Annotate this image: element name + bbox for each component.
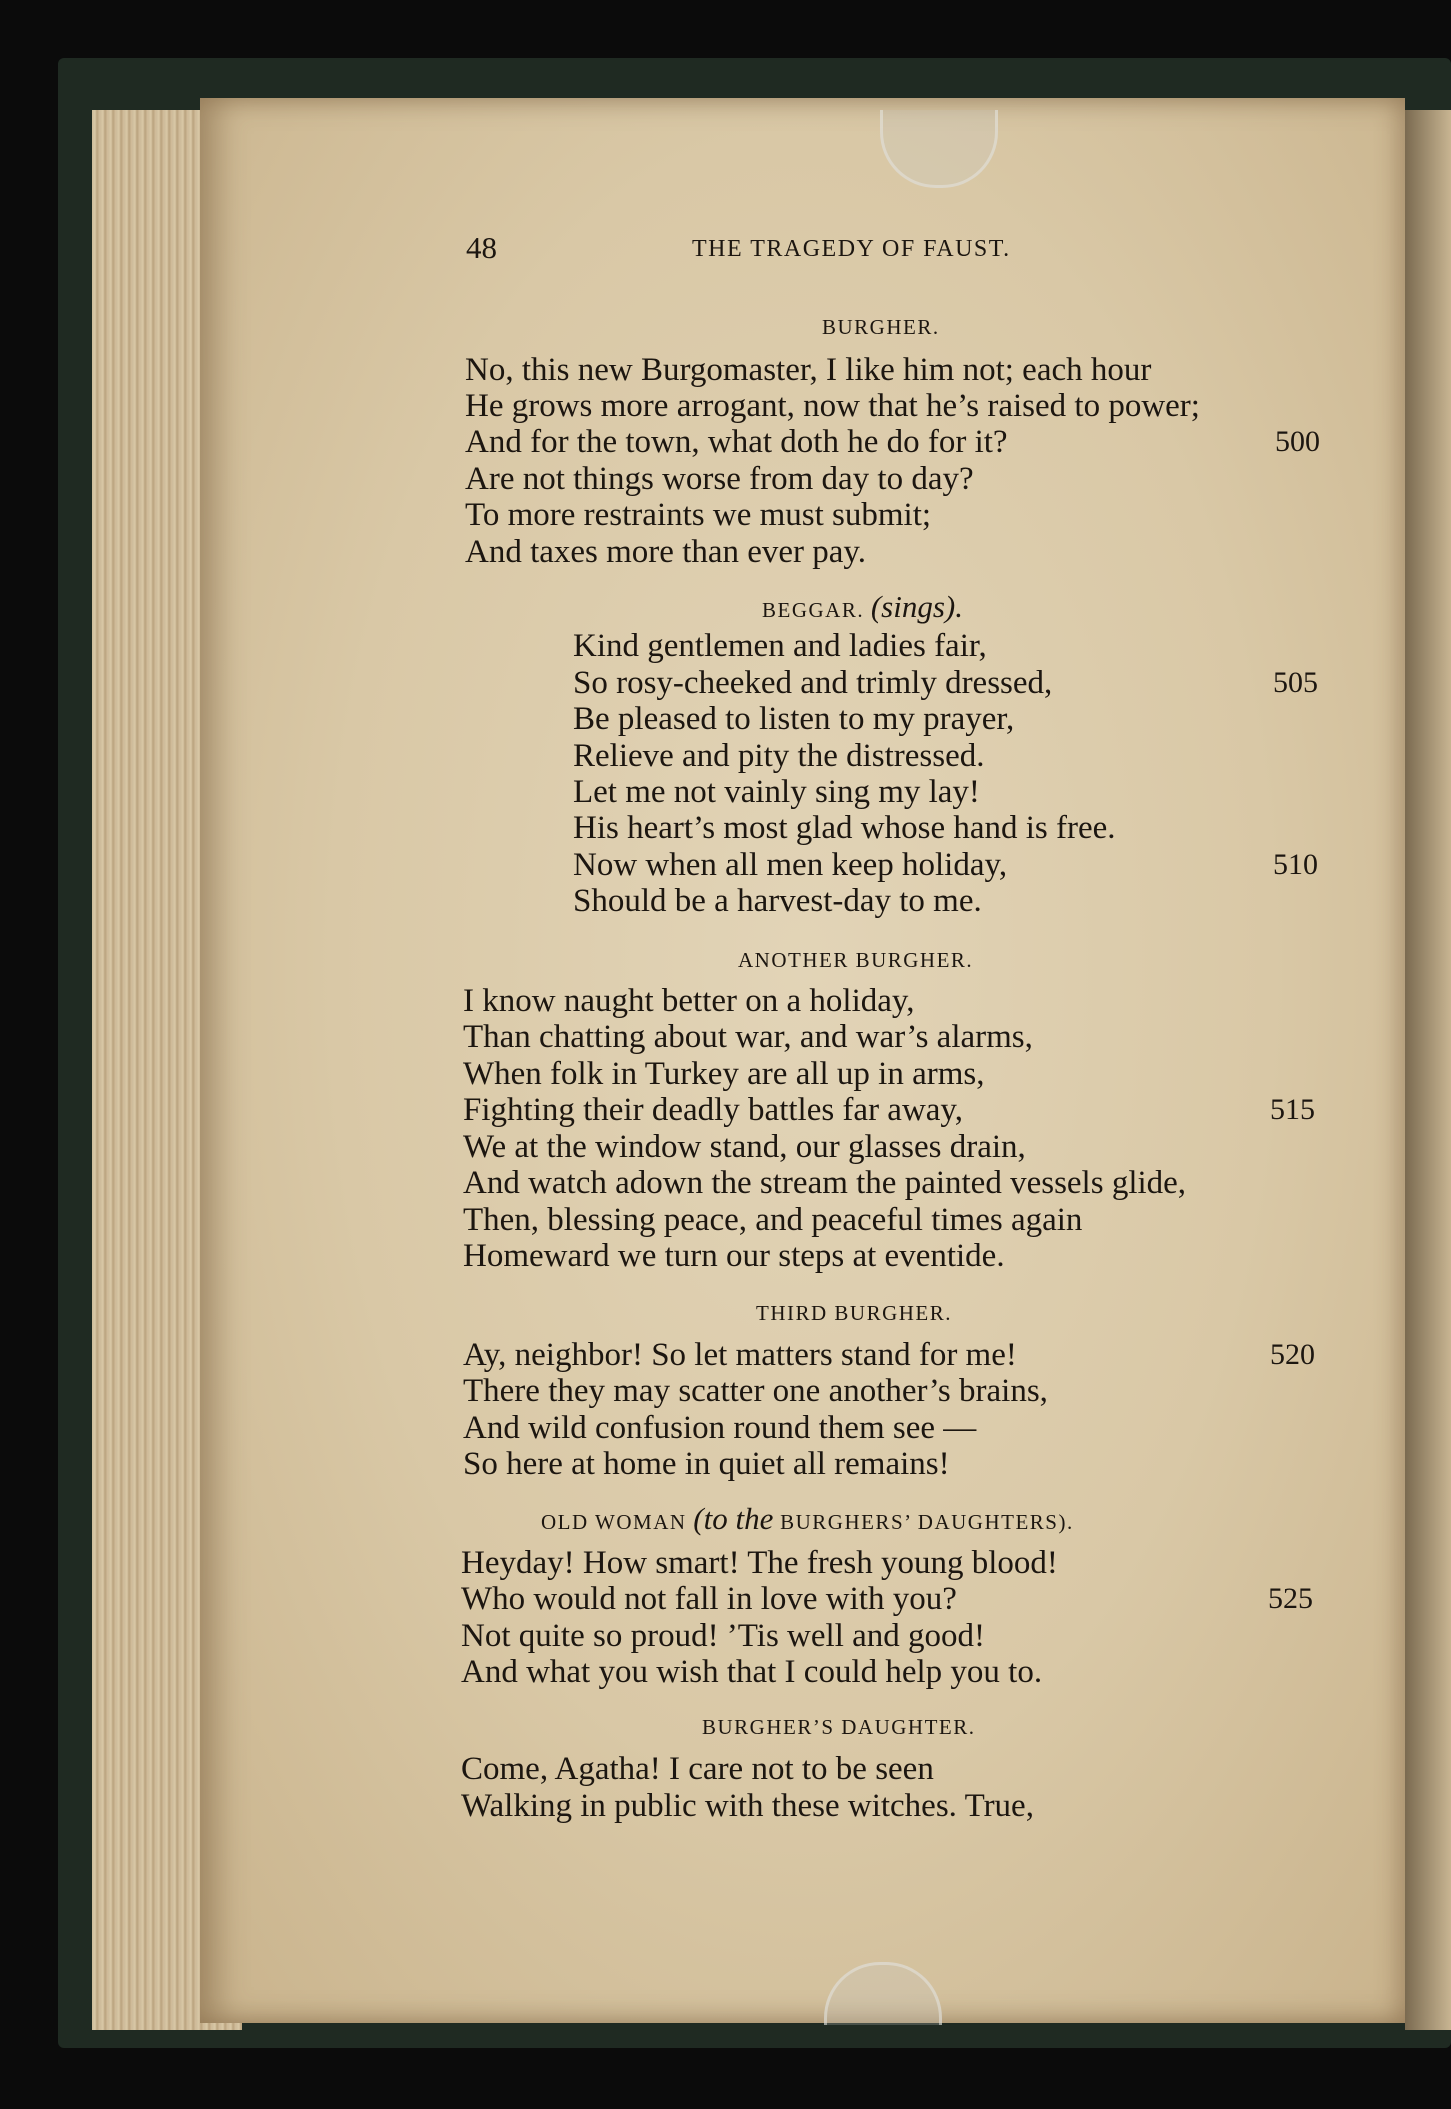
line-number: 525 (1268, 1582, 1313, 1615)
verse-line: So here at home in quiet all remains! (463, 1446, 950, 1482)
verse-line: And for the town, what doth he do for it? (465, 424, 1008, 460)
verse-line: Then, blessing peace, and peaceful times again (463, 1202, 1083, 1238)
verse-line: So rosy-cheeked and trimly dressed, (573, 665, 1053, 701)
line-number: 505 (1273, 666, 1318, 699)
speaker-heading: THIRD BURGHER. (756, 1301, 953, 1325)
stage-direction: (to the (693, 1501, 774, 1536)
verse-line: Heyday! How smart! The fresh young blood! (461, 1545, 1058, 1581)
verse-line: Relieve and pity the distressed. (573, 738, 985, 774)
speaker-addressee: BURGHERS’ DAUGHTERS). (780, 1510, 1074, 1534)
speaker-heading: ANOTHER BURGHER. (738, 948, 974, 972)
verse-line: Fighting their deadly battles far away, (463, 1092, 964, 1128)
speaker-heading (762, 589, 963, 625)
speaker-heading: BURGHER’S DAUGHTER. (702, 1715, 976, 1739)
verse-line: And taxes more than ever pay. (465, 534, 867, 570)
verse-line: Who would not fall in love with you? (461, 1581, 957, 1617)
verse-line: Are not things worse from day to day? (465, 461, 974, 497)
verse-line: And what you wish that I could help you to. (461, 1654, 1043, 1690)
verse-line: There they may scatter one another’s brains, (463, 1373, 1048, 1409)
verse-line: And wild confusion round them see — (463, 1410, 977, 1446)
verse-line: To more restraints we must submit; (465, 497, 932, 533)
verse-line: Come, Agatha! I care not to be seen (461, 1751, 934, 1787)
verse-line: Let me not vainly sing my lay! (573, 774, 980, 810)
speaker-heading (541, 1501, 1074, 1537)
speaker-heading: BURGHER. (822, 315, 940, 339)
line-number: 515 (1270, 1093, 1315, 1126)
verse-line: Kind gentlemen and ladies fair, (573, 628, 987, 664)
line-number: 520 (1270, 1338, 1315, 1371)
running-title: THE TRAGEDY OF FAUST. (692, 236, 1011, 262)
verse-line: When folk in Turkey are all up in arms, (463, 1056, 985, 1092)
verse-line: Now when all men keep holiday, (573, 847, 1008, 883)
verse-line: Ay, neighbor! So let matters stand for me! (463, 1337, 1017, 1373)
verse-line: Than chatting about war, and war’s alarms, (463, 1019, 1033, 1055)
verse-line: Homeward we turn our steps at eventide. (463, 1238, 1005, 1274)
facing-page-edge (1405, 110, 1451, 2030)
verse-line: And watch adown the stream the painted vessels glide, (463, 1165, 1187, 1201)
verse-line: We at the window stand, our glasses drain, (463, 1129, 1026, 1165)
verse-line: I know naught better on a holiday, (463, 983, 915, 1019)
verse-line: He grows more arrogant, now that he’s raised to power; (465, 388, 1200, 424)
line-number: 500 (1275, 425, 1320, 458)
verse-line: Should be a harvest-day to me. (573, 883, 982, 919)
verse-line: His heart’s most glad whose hand is free. (573, 810, 1116, 846)
verse-line: Not quite so proud! ’Tis well and good! (461, 1618, 986, 1654)
stage-direction: (sings). (870, 589, 963, 624)
verse-line: No, this new Burgomaster, I like him not; each hour (465, 352, 1152, 388)
line-number: 510 (1273, 848, 1318, 881)
speaker-name: BEGGAR. (762, 598, 865, 622)
verse-line: Be pleased to listen to my prayer, (573, 701, 1015, 737)
speaker-name: OLD WOMAN (541, 1510, 687, 1534)
page-number: 48 (466, 230, 497, 265)
verse-line: Walking in public with these witches. True, (461, 1788, 1034, 1824)
